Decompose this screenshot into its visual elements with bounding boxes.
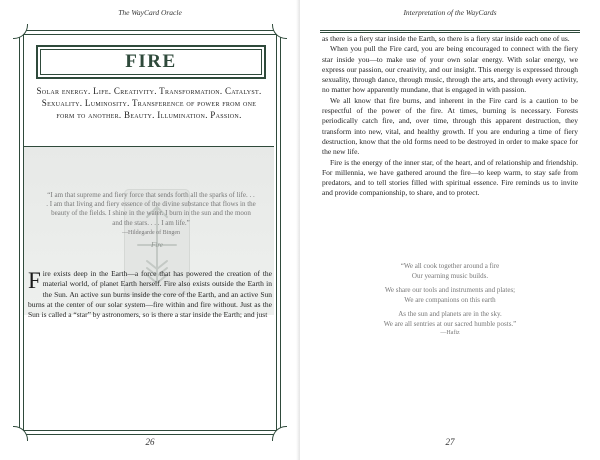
poem-line: We are all sentries at our sacred humble posts.” bbox=[383, 319, 517, 328]
paragraph: When you pull the Fire card, you are being encouraged to connect with the fiery star inside you—to make use of your own solar energy. With solar energy, we express our passion, our creativity, and our insight. This energy is expressed through sexuality, through dance, through music, through the arts, and through every activity, no matter how apparently mundane, that is engaged in with passion. bbox=[322, 44, 578, 95]
body-text-left bbox=[28, 269, 272, 320]
poem-quote bbox=[322, 262, 578, 344]
paragraph: as there is a fiery star inside the Earth, so there is a fiery star inside each one of us. bbox=[322, 34, 570, 43]
title-box bbox=[36, 45, 266, 79]
card-title: FIRE bbox=[125, 51, 177, 72]
keywords: Solar energy. Life. Creativity. Transformation. Catalyst. Sexuality. Luminosity. Transference of power from one form to another. Beauty. Illumination. Passion. bbox=[36, 86, 262, 120]
right-page bbox=[300, 0, 600, 460]
poem-line: Our yearning music builds. bbox=[411, 271, 489, 280]
page-number-left: 26 bbox=[145, 437, 155, 447]
body-paragraph: ire exists deep in the Earth—a force that has powered the creation of the material world, of planet Earth herself. Fire also exists outside the Earth in the Sun. An active sun burns inside the core of the Earth, and an active Sun burns at the center of our solar system—fire within and fire without. Just as the Sun is called a “star” by astronomers, so is there a star inside the Earth; and just bbox=[28, 269, 272, 320]
card-frame bbox=[19, 30, 281, 435]
poem-line: We are companions on this earth bbox=[404, 295, 496, 304]
top-rule bbox=[320, 30, 580, 31]
paragraph: We all know that fire burns, and inherent in the Fire card is a caution to be respectful of the power of the fire. At times, burning is necessary. Forests periodically catch fire, and, over time, through this apparent destruction, they transform into new, vital, and healthy growth. If you are enduring a time of fiery destruction, know that the old forms need to be destroyed in order to make space for the new life. bbox=[322, 95, 578, 157]
poem-line: “We all cook together around a fire bbox=[400, 262, 500, 270]
poem-stanza bbox=[322, 262, 578, 281]
epigraph-quote bbox=[46, 191, 256, 238]
running-head-left: The WayCard Oracle bbox=[118, 8, 182, 17]
card-label: Fire bbox=[151, 241, 163, 249]
quote-attribution: —Hildegarde of Bingen bbox=[122, 229, 180, 236]
poem-line: As the sun and planets are in the sky. bbox=[398, 310, 502, 318]
poem-stanza bbox=[322, 286, 578, 305]
poem-attribution: —Hafiz bbox=[440, 330, 460, 336]
drop-cap: F bbox=[28, 268, 41, 293]
body-text-right bbox=[322, 34, 578, 199]
paragraph: Fire is the energy of the inner star, of the heart, and of relationship and friendship. For millennia, we have gathered around the fire—to keep warm, to stay safe from predators, and to tell stories filled with spiritual essence. Fire reminds us to invite and provide companionship, to share, and to protect. bbox=[322, 157, 578, 198]
running-head-right: Interpretation of the WayCards bbox=[403, 8, 497, 17]
poem-stanza bbox=[322, 310, 578, 339]
page-number-right: 27 bbox=[445, 437, 455, 447]
quote-text: “I am that supreme and fiery force that sends forth all the sparks of life. . . . I am that living and fiery essence of the divine substance that flows in the beauty of the fields. I shine in the water. I burn in the sun and the moon and the stars. . . . I am life.” bbox=[46, 191, 256, 227]
poem-line: We share our tools and instruments and plates; bbox=[384, 286, 516, 294]
